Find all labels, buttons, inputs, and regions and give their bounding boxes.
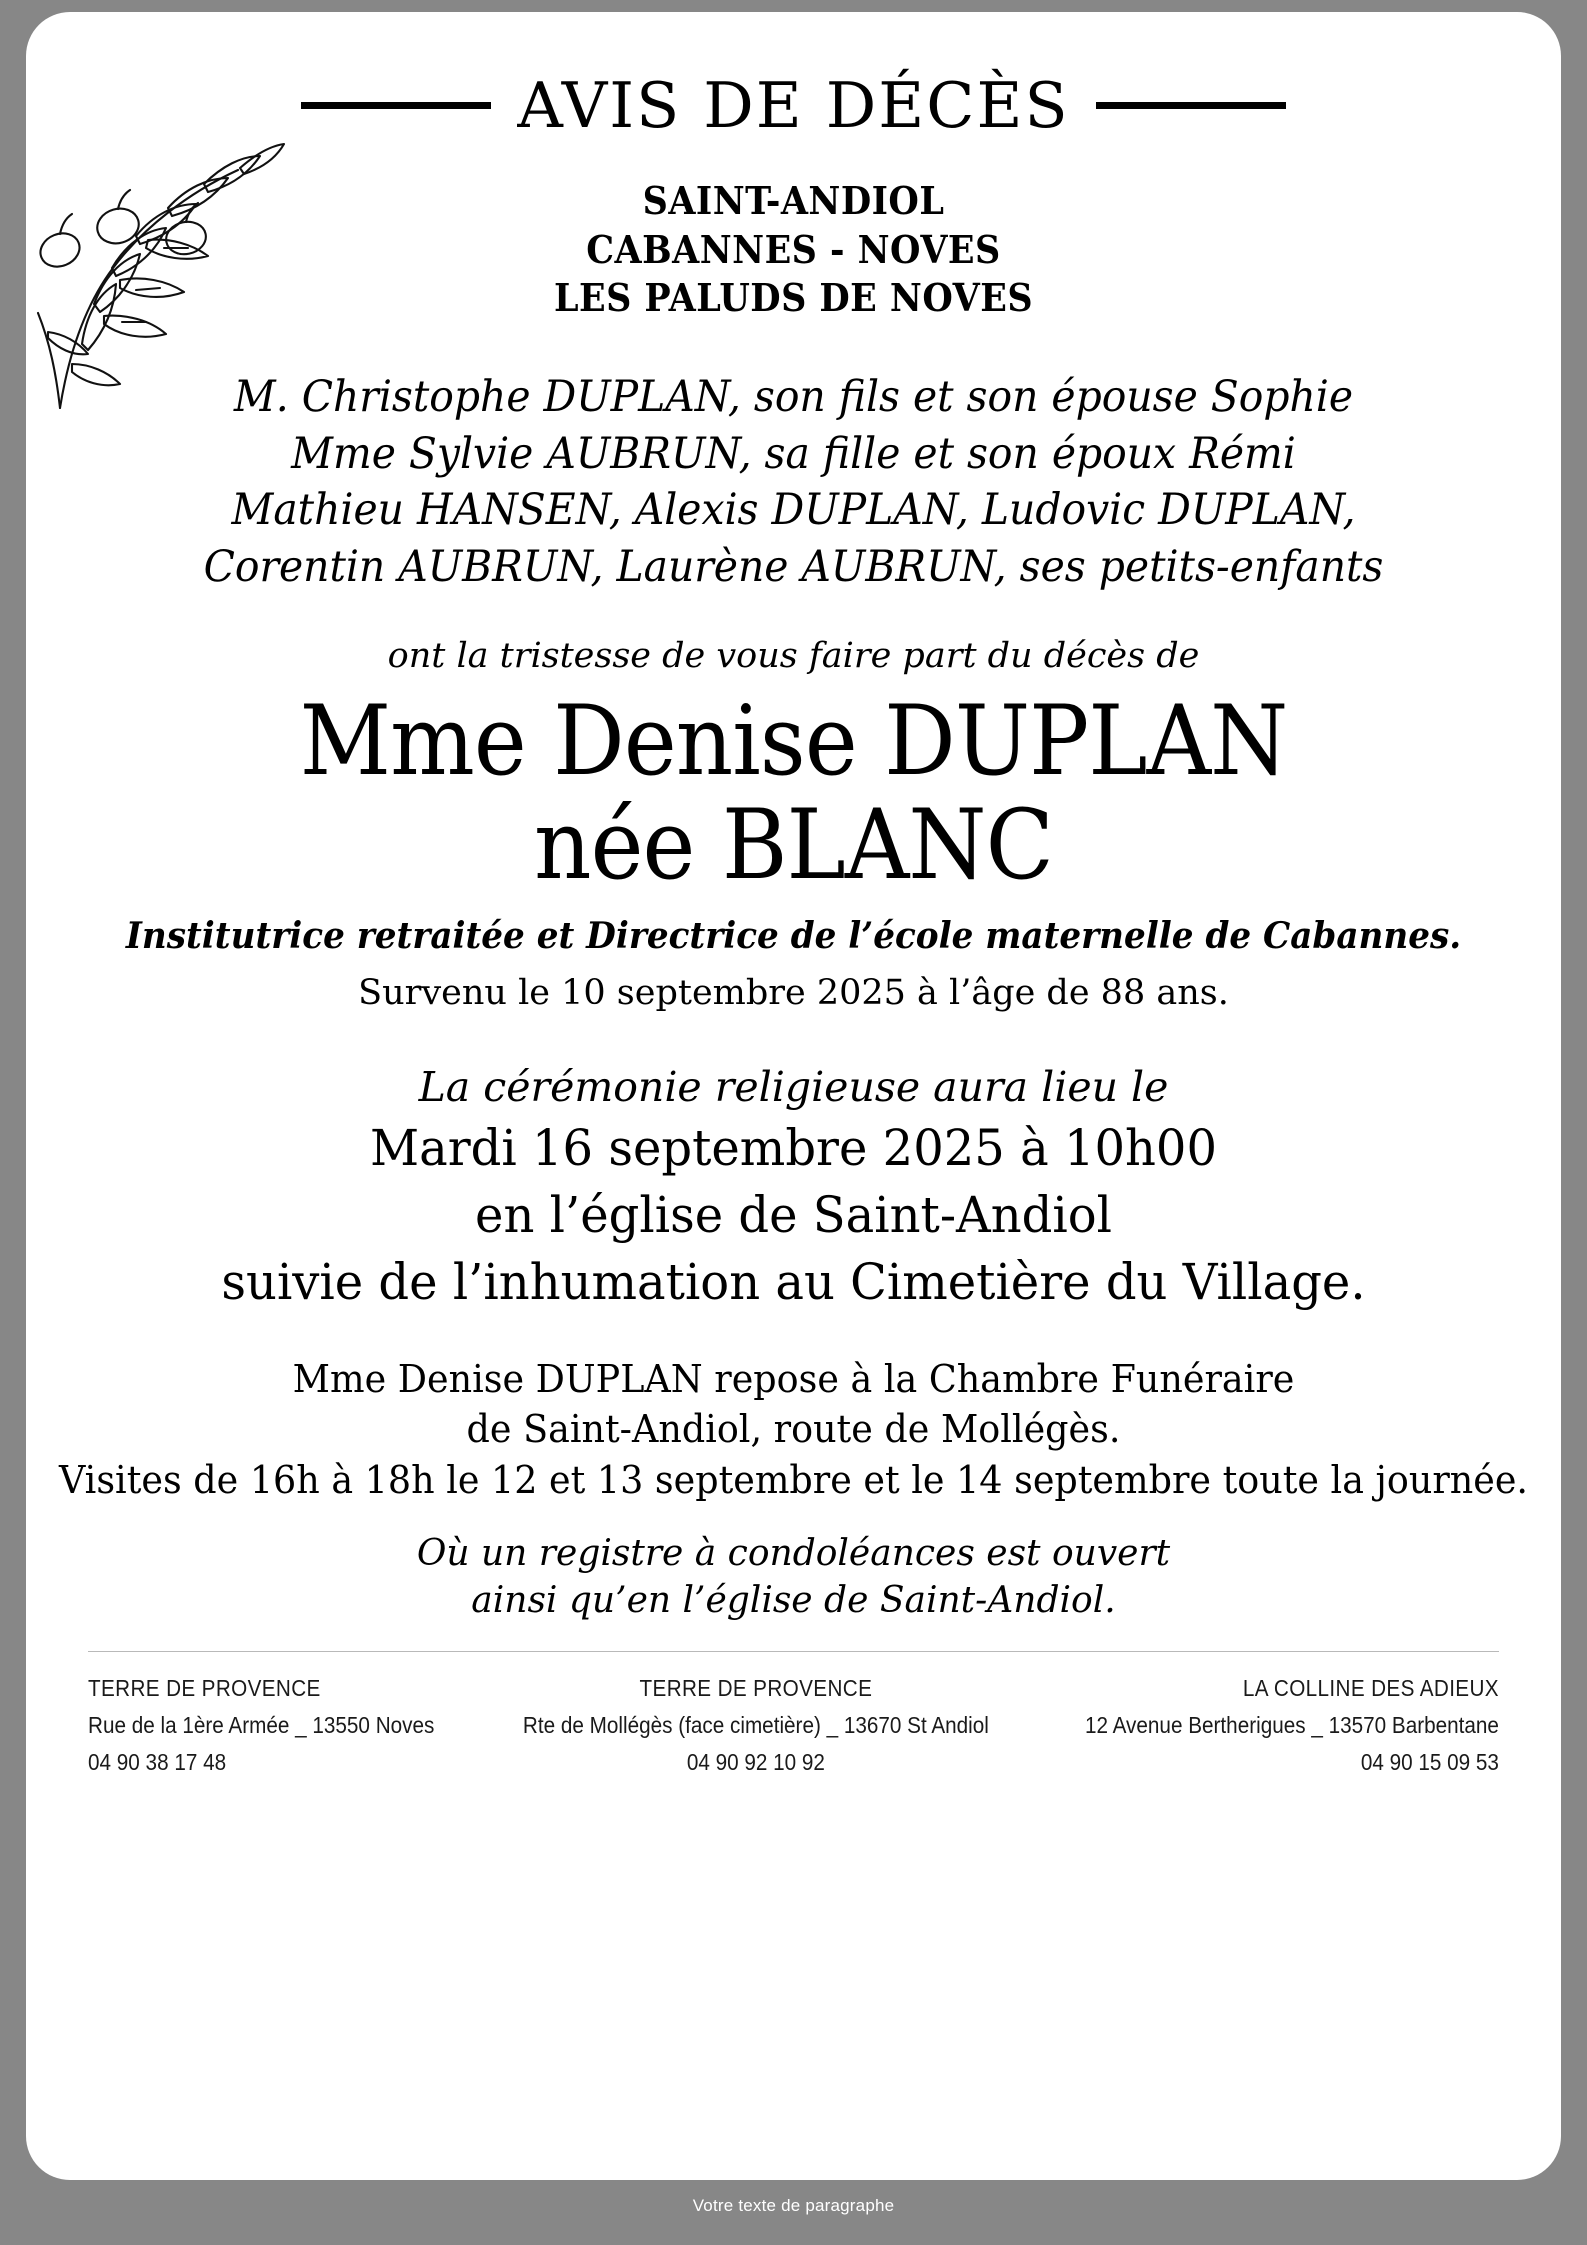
agency-address: Rue de la 1ère Armée _ 13550 Noves [88,1711,435,1738]
family-line: M. Christophe DUPLAN, son fils et son épouse Sophie [233,371,1354,422]
agency-entry [88,1670,434,1782]
agency-phone[interactable]: 04 90 15 09 53 [1360,1749,1499,1776]
town-name: LES PALUDS DE NOVES [553,275,1034,321]
ceremony-intro: La cérémonie religieuse aura lieu le [418,1063,1169,1112]
placeholder-paragraph-note: Votre texte de paragraphe [692,2196,895,2215]
town-name: CABANNES - NOVES [586,226,1001,272]
deceased-name-block [26,684,1561,901]
page-title: AVIS DE DÉCÈS [517,69,1070,142]
visiting-hours: Visites de 16h à 18h le 12 et 13 septembre et le 14 septembre toute la journée. [58,1457,1529,1502]
announcement-intro: ont la tristesse de vous faire part du décès de [387,635,1200,676]
registry-line: ainsi qu’en l’église de Saint-Andiol. [471,1579,1116,1621]
agency-address: Rte de Mollégès (face cimetière) _ 13670 St Andiol [522,1711,989,1738]
family-line: Corentin AUBRUN, Laurène AUBRUN, ses petits-enfants [203,542,1384,593]
town-name: SAINT-ANDIOL [642,178,945,223]
notice-title-row [26,69,1561,142]
ceremony-datetime: Mardi 16 septembre 2025 à 10h00 [369,1118,1218,1177]
agency-entry [1085,1670,1499,1782]
agency-phone[interactable]: 04 90 38 17 48 [88,1749,227,1776]
ceremony-location: en l’église de Saint-Andiol [475,1185,1112,1244]
family-line: Mme Sylvie AUBRUN, sa fille et son époux Rémi [291,428,1296,479]
registry-block [26,1531,1561,1625]
repose-line: Mme Denise DUPLAN repose à la Chambre Funéraire [292,1356,1295,1401]
footer-agencies [26,1652,1561,1782]
agency-name: TERRE DE PROVENCE [639,1674,873,1701]
agency-entry [523,1670,989,1782]
deceased-death-date: Survenu le 10 septembre 2025 à l’âge de 88 ans. [358,973,1229,1014]
title-rule-right [1096,102,1286,109]
agency-phone[interactable]: 04 90 92 10 92 [686,1749,826,1776]
agency-name: LA COLLINE DES ADIEUX [1242,1674,1499,1701]
title-rule-left [301,102,491,109]
ceremony-block [26,1061,1561,1315]
repose-line: de Saint-Andiol, route de Mollégès. [466,1407,1121,1452]
deceased-name-maiden: née BLANC [534,788,1053,901]
family-line: Mathieu HANSEN, Alexis DUPLAN, Ludovic DUPLAN, [231,485,1356,536]
towns-block [26,177,1561,323]
deceased-occupation: Institutrice retraitée et Directrice de l’école maternelle de Cabannes. [125,915,1462,958]
deceased-name-primary: Mme Denise DUPLAN [299,684,1288,797]
registry-line: Où un registre à condoléances est ouvert [416,1533,1171,1575]
family-block [26,369,1561,596]
agency-name: TERRE DE PROVENCE [88,1674,321,1701]
notice-card [26,12,1561,2180]
agency-address: 12 Avenue Bertherigues _ 13570 Barbentane [1085,1711,1499,1738]
ceremony-burial: suivie de l’inhumation au Cimetière du Village. [221,1252,1366,1311]
repose-block [26,1354,1561,1506]
